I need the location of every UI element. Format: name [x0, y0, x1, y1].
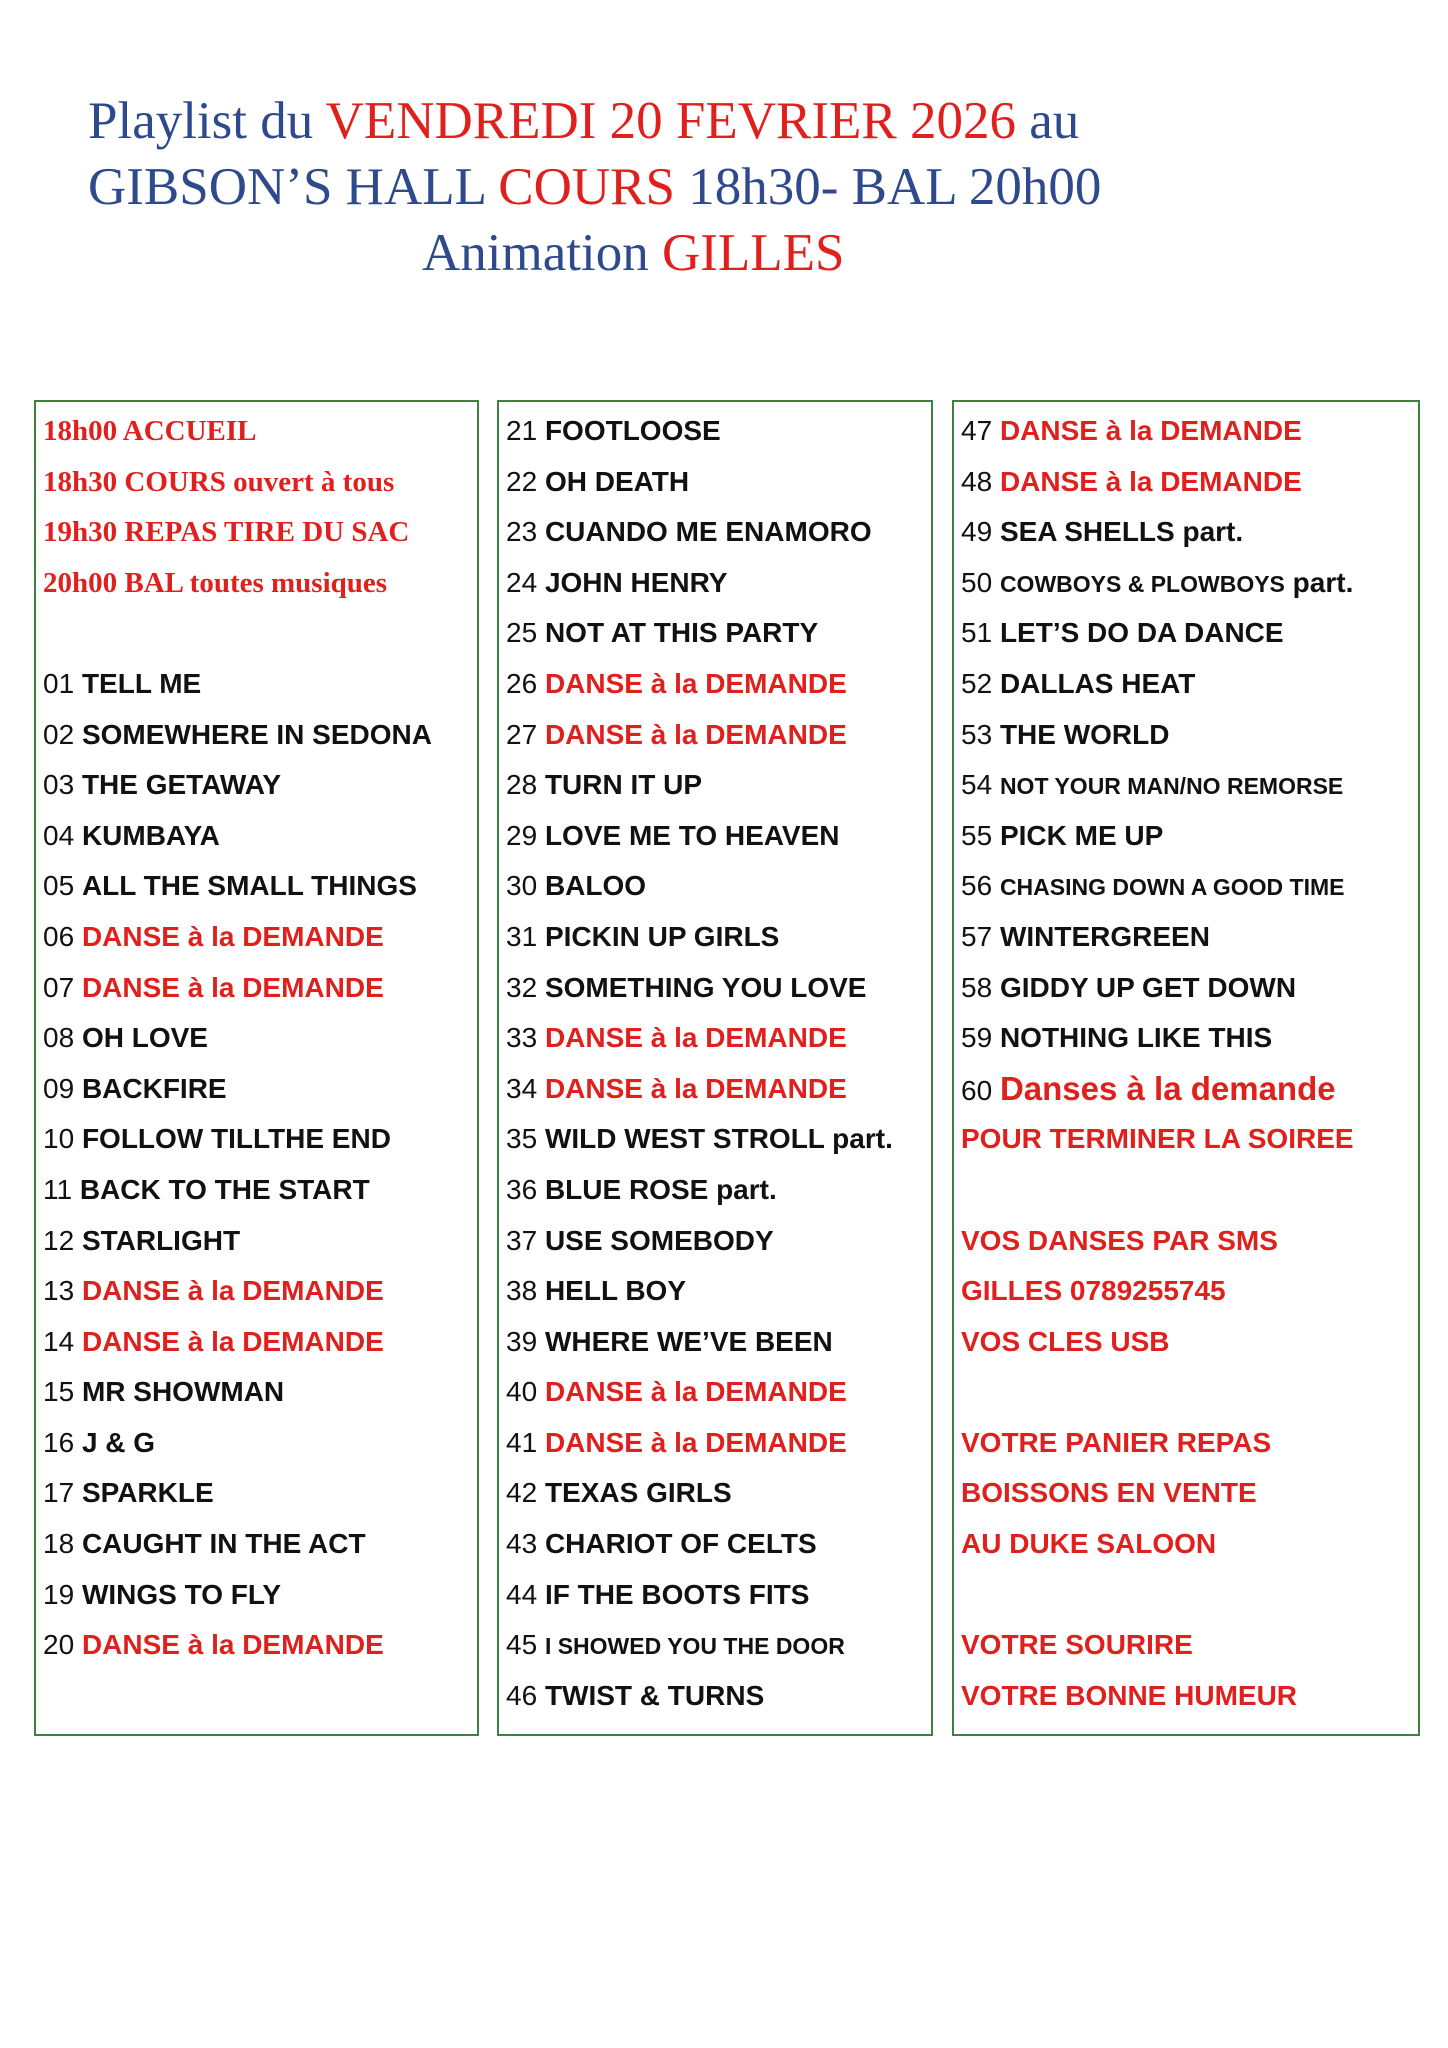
track-title: HELL BOY	[544, 1275, 686, 1307]
playlist-item	[499, 1367, 931, 1418]
playlist-item	[954, 1064, 1418, 1115]
playlist-item	[499, 406, 931, 457]
track-number: 32	[506, 971, 545, 1003]
playlist-item	[36, 1620, 477, 1671]
playlist-item	[36, 1367, 477, 1418]
track-number: 22	[506, 465, 545, 497]
track-title: KUMBAYA	[81, 819, 220, 851]
track-number: 28	[506, 769, 545, 801]
playlist-item	[499, 1317, 931, 1368]
dance-request-label: DANSE à la DEMANDE	[81, 1325, 384, 1357]
track-number: 49	[961, 516, 1000, 548]
playlist-item	[36, 1165, 477, 1216]
track-number: 55	[961, 819, 1000, 851]
track-number: 53	[961, 718, 1000, 750]
playlist-item	[499, 1620, 931, 1671]
playlist-item	[499, 1165, 931, 1216]
playlist-item	[954, 760, 1418, 811]
playlist-item	[36, 1519, 477, 1570]
track-number: 60	[961, 1074, 1000, 1106]
track-number: 13	[43, 1275, 82, 1307]
header-line-3	[422, 220, 1448, 286]
track-title: USE SOMEBODY	[544, 1224, 774, 1256]
track-title: CHASING DOWN A GOOD TIME	[999, 874, 1345, 901]
playlist-item	[36, 1013, 477, 1064]
playlist-item	[36, 1418, 477, 1469]
track-title: OH LOVE	[81, 1022, 208, 1054]
playlist-item	[36, 1114, 477, 1165]
track-number: 42	[506, 1477, 545, 1509]
track-number: 38	[506, 1275, 545, 1307]
track-number: 12	[43, 1224, 82, 1256]
info-note: AU DUKE SALOON	[961, 1528, 1217, 1560]
track-title: BACK TO THE START	[79, 1173, 370, 1205]
track-number: 45	[506, 1629, 545, 1661]
track-number: 04	[43, 819, 82, 851]
playlist-item	[36, 1317, 477, 1368]
playlist-item	[499, 1216, 931, 1267]
dance-request-label: DANSE à la DEMANDE	[544, 1426, 847, 1458]
track-title: THE GETAWAY	[81, 769, 282, 801]
track-number: 11	[43, 1173, 80, 1205]
playlist-item	[499, 1064, 931, 1115]
header-venue: GIBSON’S HALL	[88, 158, 499, 216]
info-note: VOS DANSES PAR SMS	[961, 1224, 1278, 1256]
playlist-item	[954, 811, 1418, 862]
track-number: 08	[43, 1022, 82, 1054]
playlist-item	[36, 1266, 477, 1317]
info-note: POUR TERMINER LA SOIREE	[961, 1123, 1354, 1155]
spacer	[954, 1165, 1418, 1216]
playlist-item	[36, 912, 477, 963]
track-number: 37	[506, 1224, 545, 1256]
track-title: SPARKLE	[81, 1477, 214, 1509]
track-number: 10	[43, 1123, 82, 1155]
playlist-item	[499, 1671, 931, 1722]
track-title: NOT AT THIS PARTY	[544, 617, 819, 649]
track-number: 09	[43, 1072, 82, 1104]
track-title: IF THE BOOTS FITS	[544, 1578, 810, 1610]
track-title: STARLIGHT	[81, 1224, 241, 1256]
playlist-item	[499, 1013, 931, 1064]
dance-request-label: DANSE à la DEMANDE	[81, 1629, 384, 1661]
track-number: 46	[506, 1679, 545, 1711]
track-number: 54	[961, 769, 1000, 801]
track-number: 29	[506, 819, 545, 851]
playlist-item	[36, 963, 477, 1014]
playlist-item	[499, 558, 931, 609]
track-number: 50	[961, 566, 1000, 598]
schedule-item: 19h30 REPAS TIRE DU SAC	[43, 516, 410, 549]
track-title: LET’S DO DA DANCE	[999, 617, 1284, 649]
track-number: 18	[43, 1528, 82, 1560]
track-number: 51	[961, 617, 1000, 649]
playlist-item	[499, 457, 931, 508]
playlist-item	[36, 659, 477, 710]
playlist-item	[499, 710, 931, 761]
playlist-item	[499, 1418, 931, 1469]
dance-request-label: DANSE à la DEMANDE	[544, 1022, 847, 1054]
dance-request-label: DANSE à la DEMANDE	[81, 920, 384, 952]
playlist-item	[36, 710, 477, 761]
playlist-item	[36, 811, 477, 862]
track-number: 41	[506, 1426, 545, 1458]
track-title: NOTHING LIKE THIS	[999, 1022, 1273, 1054]
track-title: TELL ME	[81, 667, 202, 699]
track-number: 07	[43, 971, 82, 1003]
track-number: 02	[43, 718, 82, 750]
track-number: 39	[506, 1325, 545, 1357]
track-number: 58	[961, 971, 1000, 1003]
schedule-item: 18h30 COURS ouvert à tous	[43, 465, 395, 498]
playlist-item	[954, 861, 1418, 912]
track-title: OH DEATH	[544, 465, 690, 497]
playlist-item	[954, 912, 1418, 963]
track-number: 44	[506, 1578, 545, 1610]
track-title: WINTERGREEN	[999, 920, 1210, 952]
track-number: 35	[506, 1123, 545, 1155]
playlist-item	[499, 912, 931, 963]
track-number: 06	[43, 920, 82, 952]
header-line-2	[88, 154, 1448, 220]
track-number: 26	[506, 667, 545, 699]
header-times: 18h30- BAL 20h00	[675, 158, 1102, 216]
track-title: SEA SHELLS part.	[999, 516, 1244, 548]
playlist-item	[954, 963, 1418, 1014]
track-number: 05	[43, 870, 82, 902]
track-number: 27	[506, 718, 545, 750]
playlist-item	[499, 760, 931, 811]
track-number: 30	[506, 870, 545, 902]
track-number: 03	[43, 769, 82, 801]
track-title: ALL THE SMALL THINGS	[81, 870, 417, 902]
track-title: PICKIN UP GIRLS	[544, 920, 780, 952]
track-number: 40	[506, 1376, 545, 1408]
track-title: MR SHOWMAN	[81, 1376, 285, 1408]
info-note: GILLES 0789255745	[961, 1275, 1226, 1307]
track-number: 34	[506, 1072, 545, 1104]
playlist-item	[36, 1216, 477, 1267]
dance-request-label: Danses à la demande	[999, 1069, 1336, 1107]
track-title: WINGS TO FLY	[81, 1578, 282, 1610]
spacer	[36, 608, 477, 659]
track-number: 14	[43, 1325, 82, 1357]
track-number: 48	[961, 465, 1000, 497]
track-number: 59	[961, 1022, 1000, 1054]
dance-request-label: DANSE à la DEMANDE	[999, 415, 1302, 446]
track-title: SOMETHING YOU LOVE	[544, 971, 867, 1003]
track-number: 52	[961, 667, 1000, 699]
track-number: 33	[506, 1022, 545, 1054]
track-title: WHERE WE’VE BEEN	[544, 1325, 833, 1357]
header-line-1	[88, 88, 1448, 154]
dance-request-label: DANSE à la DEMANDE	[544, 1376, 847, 1408]
track-title: COWBOYS & PLOWBOYS	[999, 570, 1285, 597]
playlist-item	[499, 659, 931, 710]
track-number: 16	[43, 1426, 82, 1458]
track-number: 24	[506, 566, 545, 598]
playlist-item	[954, 507, 1418, 558]
header-animation-text: Animation	[422, 224, 662, 282]
dance-request-label: DANSE à la DEMANDE	[999, 465, 1302, 497]
header-playlist-text: Playlist du	[88, 92, 326, 150]
playlist-item	[954, 558, 1418, 609]
track-title: J & G	[81, 1426, 156, 1458]
playlist-item	[499, 963, 931, 1014]
playlist-item	[36, 1468, 477, 1519]
schedule-item: 18h00 ACCUEIL	[43, 415, 257, 447]
track-number: 17	[43, 1477, 82, 1509]
track-title: FOOTLOOSE	[544, 415, 721, 446]
track-title: JOHN HENRY	[544, 566, 728, 598]
track-title: LOVE ME TO HEAVEN	[544, 819, 840, 851]
track-number: 57	[961, 920, 1000, 952]
dance-request-label: DANSE à la DEMANDE	[81, 1275, 384, 1307]
track-title: TURN IT UP	[544, 769, 703, 801]
playlist-item	[954, 1013, 1418, 1064]
playlist-item	[499, 1266, 931, 1317]
info-note: VOTRE PANIER REPAS	[961, 1426, 1272, 1458]
track-title: DALLAS HEAT	[999, 667, 1196, 699]
track-number: 01	[43, 667, 82, 699]
playlist-item	[499, 1114, 931, 1165]
track-title: BACKFIRE	[81, 1072, 227, 1104]
page-header	[0, 88, 1448, 286]
track-number: 19	[43, 1578, 82, 1610]
track-title: THE WORLD	[999, 718, 1170, 750]
dance-request-label: DANSE à la DEMANDE	[81, 971, 384, 1003]
playlist-item	[954, 710, 1418, 761]
track-title: CHARIOT OF CELTS	[544, 1528, 817, 1560]
playlist-column-3	[952, 400, 1420, 1736]
spacer	[954, 1570, 1418, 1621]
info-note: BOISSONS EN VENTE	[961, 1477, 1257, 1509]
track-number: 36	[506, 1173, 545, 1205]
playlist-item	[954, 457, 1418, 508]
track-number: 47	[961, 415, 1000, 446]
track-number: 56	[961, 870, 1000, 902]
playlist-item	[499, 861, 931, 912]
track-title: BALOO	[544, 870, 647, 902]
dance-request-label: DANSE à la DEMANDE	[544, 718, 847, 750]
header-date: VENDREDI 20 FEVRIER 2026	[325, 92, 1017, 150]
playlist-column-1	[34, 400, 479, 1736]
track-title: FOLLOW TILLTHE END	[81, 1123, 391, 1155]
track-title: TWIST & TURNS	[544, 1679, 765, 1711]
track-number: 43	[506, 1528, 545, 1560]
track-number: 20	[43, 1629, 82, 1661]
track-number: 23	[506, 516, 545, 548]
header-animator: GILLES	[661, 224, 845, 282]
schedule-item: 20h00 BAL toutes musiques	[43, 566, 388, 599]
info-note: VOTRE BONNE HUMEUR	[961, 1679, 1298, 1711]
header-au-text: au	[1016, 92, 1080, 150]
info-note: VOS CLES USB	[961, 1325, 1170, 1357]
playlist-item	[954, 608, 1418, 659]
playlist-item	[499, 507, 931, 558]
dance-request-label: DANSE à la DEMANDE	[544, 667, 847, 699]
playlist-item	[499, 1519, 931, 1570]
track-suffix: part.	[1284, 566, 1354, 598]
track-title: CAUGHT IN THE ACT	[81, 1528, 366, 1560]
track-number: 21	[506, 415, 545, 446]
playlist-item	[499, 1468, 931, 1519]
playlist-item	[36, 760, 477, 811]
header-cours: COURS	[498, 158, 675, 216]
playlist-item	[954, 406, 1418, 457]
dance-request-label: DANSE à la DEMANDE	[544, 1072, 847, 1104]
track-title: I SHOWED YOU THE DOOR	[544, 1633, 845, 1660]
track-number: 31	[506, 920, 545, 952]
track-title: NOT YOUR MAN/NO REMORSE	[999, 773, 1344, 800]
track-title: WILD WEST STROLL part.	[544, 1123, 893, 1155]
playlist-item	[954, 659, 1418, 710]
spacer	[954, 1367, 1418, 1418]
playlist-item	[499, 608, 931, 659]
track-title: TEXAS GIRLS	[544, 1477, 732, 1509]
playlist-item	[499, 1570, 931, 1621]
track-number: 15	[43, 1376, 82, 1408]
info-note: VOTRE SOURIRE	[961, 1629, 1193, 1661]
track-number: 25	[506, 617, 545, 649]
track-title: PICK ME UP	[999, 819, 1164, 851]
track-title: GIDDY UP GET DOWN	[999, 971, 1297, 1003]
track-title: CUANDO ME ENAMORO	[544, 516, 872, 548]
playlist-column-2	[497, 400, 933, 1736]
playlist-item	[36, 1570, 477, 1621]
playlist-item	[36, 861, 477, 912]
playlist-item	[499, 811, 931, 862]
track-title: SOMEWHERE IN SEDONA	[81, 718, 432, 750]
playlist-item	[36, 1064, 477, 1115]
track-title: BLUE ROSE part.	[544, 1173, 777, 1205]
